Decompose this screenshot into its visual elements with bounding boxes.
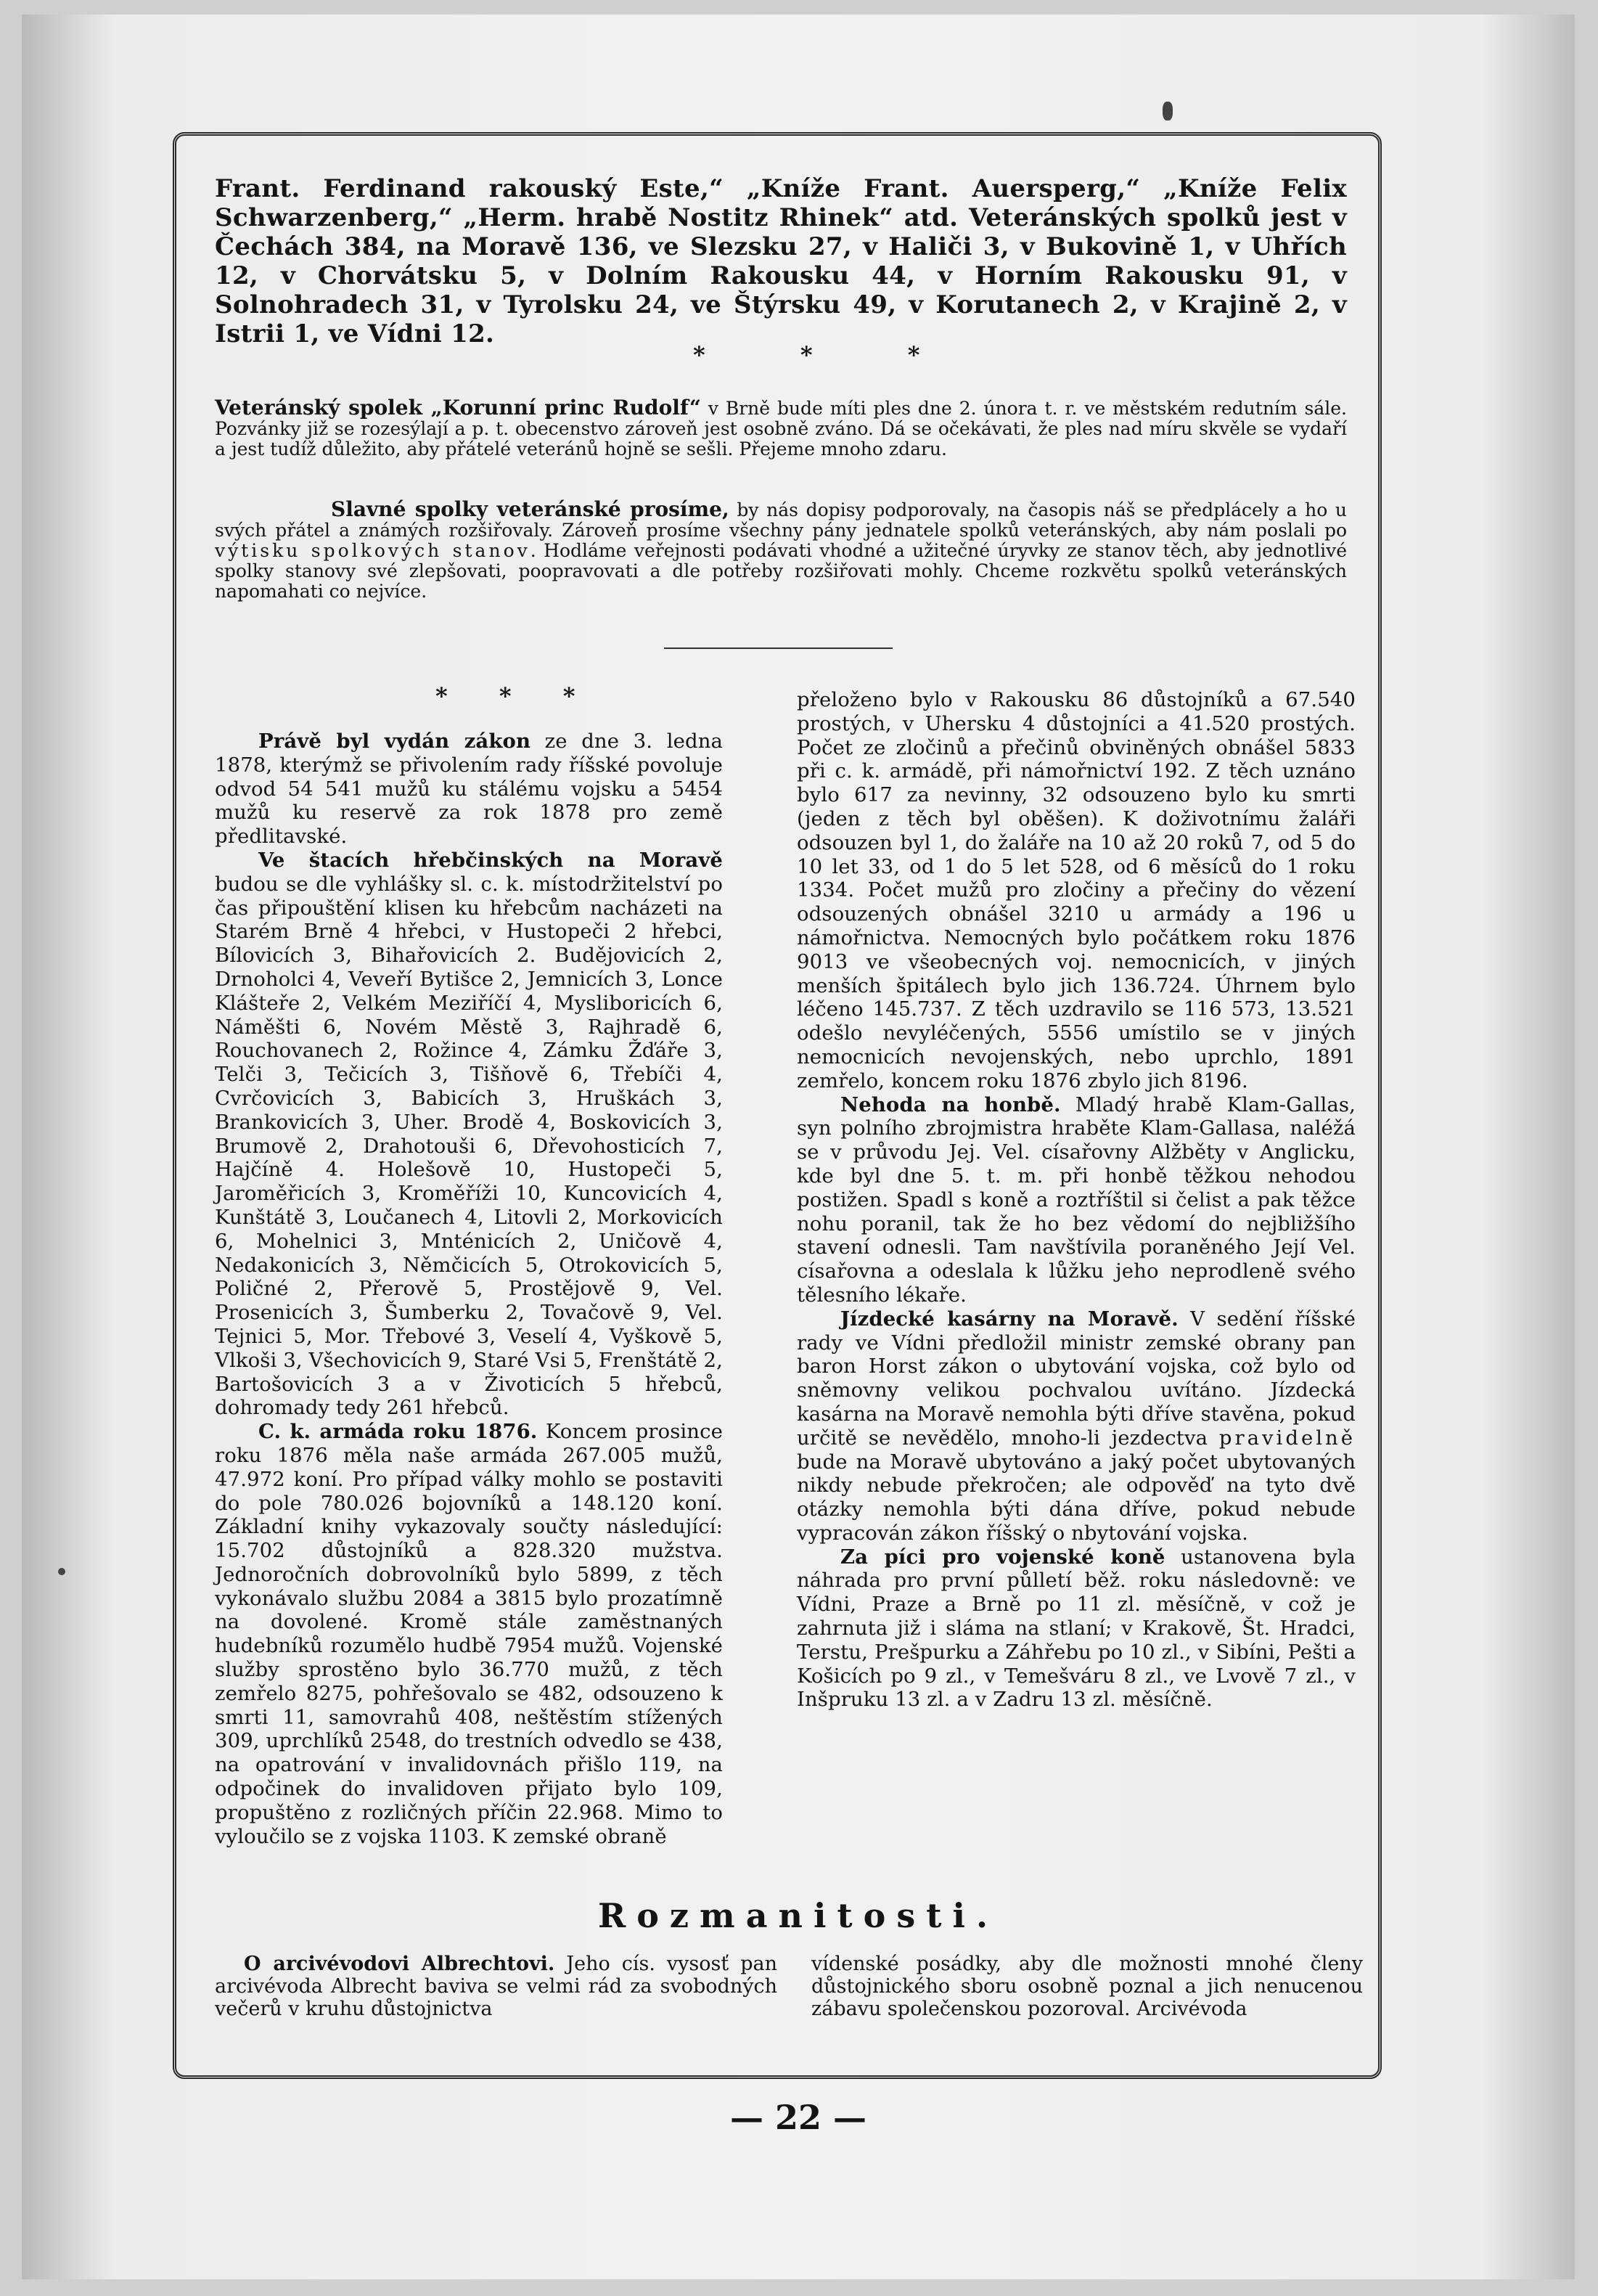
article-law-heading: Právě byl vydán zákon xyxy=(258,730,531,753)
right-column xyxy=(797,688,1356,1712)
article-stallions xyxy=(215,849,723,1420)
article-archduke-text: Jeho cís. vysosť pan arcivévoda Albrecht baviva se velmi rád za svobodných večerů v kruhu důstojnictva xyxy=(215,1953,777,2020)
page-number: — 22 — xyxy=(729,2098,867,2137)
article-archduke-right: vídenské posádky, aby dle možnosti mnohé členy důstojnického sboru osobně poznal a jich nenucenou zábavu společenskou pozoroval. Arcivévoda xyxy=(811,1953,1363,2020)
article-horse-fodder xyxy=(797,1545,1356,1712)
article-army-continued: přeloženo bylo v Rakousku 86 důstojníků a 67.540 prostých, v Uhersku 4 důstojníci a 41.520 prostých. Počet ze zločinů a přečinů obviněných obnášel 5833 při c. k. armádě, při námořnictví 192. Z těch uznáno bylo 617 za nevinny, 32 odsouzeno bylo ku smrti (jeden z těch byl oběšen). K doživotnímu žaláři odsouzen byl 1, do žaláře na 10 až 20 roků 7, od 5 do 10 let 33, od 1 do 5 let 528, od 6 měsíců do 1 roku 1334. Počet mužů pro zločiny a přečiny do vězení odsouzených obnášel 3210 u armády a 196 u námořnictva. Nemocných bylo počátkem roku 1876 9013 ve všeobecných voj. nemocnicích, v jiných menších špitálech bylo jich 136.724. Úhrnem bylo léčeno 145.737. Z těch uzdravilo se 116 573, 13.521 odešlo nevyléčených, 5556 umístilo se v jiných nemocnicích nevojenských, nebo uprchlo, 1891 zemřelo, koncem roku 1876 zbylo jich 8196. xyxy=(797,688,1356,1092)
veteran-societies-paragraph: Frant. Ferdinand rakouský Este,“ „Kníže Frant. Auersperg,“ „Kníže Felix Schwarzenberg,“ „Herm. hrabě Nostitz Rhinek“ atd. Veteránských spolků jest v Čechách 384, na Moravě 136, ve Slezsku 27, v Haliči 3, v Bukovině 1, v Uhřích 12, v Chorvátsku 5, v Dolním Rakousku 44, v Horním Rakousku 91, v Solnohradech 31, v Tyrolsku 24, ve Štýrsku 49, v Korutanech 2, v Krajině 2, v Istrii 1, ve Vídni 12. xyxy=(215,174,1347,348)
article-law xyxy=(215,730,723,849)
article-hunting-accident xyxy=(797,1093,1356,1307)
article-army-heading: C. k. armáda roku 1876. xyxy=(258,1420,538,1444)
article-barracks-text-b: bude na Moravě ubytováno a jaký počet ubytovaných nikdy nebude překročen; ale odpověď na tyto dvě otázky nemohla býti dána dříve, pokud nebude vypracován zákon říšský o nbytování vojska. xyxy=(797,1450,1356,1545)
article-army-text: Koncem prosince roku 1876 měla naše armáda 267.005 mužů, 47.972 koní. Pro případ války mohlo se postaviti do pole 780.026 bojovníků a 148.120 koní. Základní knihy vykazovaly součty následující: 15.702 důstojníků a 828.320 mužstva. Jednoročních dobrovolníků bylo 5899, z těch vykonávalo službu 2084 a 3815 bylo prozatímně na dovolené. Kromě stále zaměstnaných hudebníků rozumělo hudbě 7954 mužů. Vojenské služby sprostěno bylo 36.770 mužů, z těch zemřelo 8275, pohřešovalo se 482, odsouzeno k smrti 11, samovrahů 408, neštěstím stížených 309, uprchlíků 2548, do trestních odvedlo se 438, na opatrování v invalidovnách přišlo 119, na odpočinek do invalidoven přijato bylo 109, propuštěno z rozličných příčin 22.968. Mimo to vyloučilo se z vojska 1103. K zemské obraně xyxy=(215,1420,723,1848)
left-column-stars: * * * xyxy=(435,682,597,710)
article-hunting-text: Mladý hrabě Klam-Gallas, syn polního zbrojmistra hraběte Klam-Gallasa, naléžá se v průvodu Jej. Vel. císařovny Alžběty v Anglicku, kde byl dne 5. t. m. při honbě těžkou nehodou postižen. Spadl s koně a roztříštil si čelist a pak těžce nohu poranil, tak že ho bez vědomí do nejbližšího stavení odnesli. Tam navštívila poraněného Její Vel. císařovna a odeslala k lůžku jeho neprodleně svého tělesního lékaře. xyxy=(797,1092,1356,1307)
article-barracks-heading: Jízdecké kasárny na Moravě. xyxy=(840,1307,1179,1331)
left-column xyxy=(215,730,723,1848)
ink-blot xyxy=(1163,102,1173,120)
article-army-1876 xyxy=(215,1420,723,1848)
notice-appeal-heading: Slavné spolky veteránské prosíme, xyxy=(331,497,729,521)
article-archduke-left xyxy=(215,1953,777,2020)
separator-stars: * * * xyxy=(693,341,964,369)
notice-ball-text: v Brně bude míti ples dne 2. února t. r. ve městském redutním sále. Pozvánky již se rozesýlají a p. t. obecenstvo zároveň jest osobně zváno. Dá se očekávati, že ples nad míru skvěle se vydaří a jest tudíž důležito, aby přátelé veteránů hojně se sešli. Přejeme mnoho zdaru. xyxy=(215,398,1347,459)
notice-societies-appeal xyxy=(215,499,1347,602)
section-divider-rule xyxy=(664,647,893,649)
article-stallions-heading: Ve štacích hřebčinských na Moravě xyxy=(258,848,723,872)
article-barracks-spaced: pravidelně xyxy=(1218,1426,1356,1450)
article-fodder-heading: Za píci pro vojenské koně xyxy=(840,1545,1165,1569)
article-hunting-heading: Nehoda na honbě. xyxy=(840,1092,1061,1116)
ink-speck xyxy=(58,1568,65,1575)
article-stallions-text: budou se dle vyhlášky sl. c. k. místodržitelství po čas připouštění klisen ku hřebcům nacházeti na Starém Brně 4 hřebci, v Hustopeči 2 hřebci, Bílovicích 3, Bihařovicích 2. Budějovicích 2, Drnoholci 4, Veveří Bytišce 2, Jemnicích 3, Lonce Klášteře 2, Velkém Meziříčí 4, Mysliboricích 6, Náměšti 6, Novém Městě 3, Rajhradě 6, Rouchovanech 2, Rožince 4, Zámku Žďáře 3, Telči 3, Tečicích 3, Tišňově 6, Třebíči 4, Cvrčovicích 3, Babicích 3, Hruškách 3, Brankovicích 3, Uher. Brodě 4, Boskovicích 3, Brumově 2, Drahotouši 6, Dřevohosticích 7, Hajčíně 4. Holešově 10, Hustopeči 5, Jaroměřicích 3, Kroměříži 10, Kuncovicích 4, Kunštátě 3, Loučanech 4, Litovli 2, Morkovicích 6, Mohelnici 3, Mnténicích 2, Uničově 4, Nedakonicích 3, Němčicích 5, Otrokovicích 5, Poličné 2, Přerově 5, Prostějově 9, Vel. Prosenicích 3, Šumberku 2, Tovačově 9, Vel. Tejnici 5, Mor. Třebové 3, Veselí 4, Vyškově 5, Vlkoši 3, Všechovicích 9, Staré Vsi 5, Frenštátě 2, Bartošovicích 3 a v Životicích 5 hřebců, dohromady tedy 261 hřebců. xyxy=(215,872,723,1420)
article-cavalry-barracks xyxy=(797,1307,1356,1545)
notice-appeal-text-a: by nás dopisy podporovaly, na časopis náš se předplácely a ho u svých přátel a známých rozšiřovaly. Zároveň prosíme všechny pány jednatele spolků veteránských, aby nám poslali po xyxy=(215,499,1348,541)
article-archduke-heading: O arcivévodovi Albrechtovi. xyxy=(244,1953,555,1975)
notice-ball-heading: Veteránský spolek „Korunní princ Rudolf“ xyxy=(215,396,701,420)
article-barracks-text-a: V sedění říšské rady ve Vídni předložil ministr zemské obrany pan baron Horst zákon o ubytování vojska, což bylo od sněmovny velikou pochvalou uvítáno. Jízdecká kasárna na Moravě nemohla býti dříve stavěna, pokud určitě se nevědělo, mnoho-li jezdectva xyxy=(797,1307,1356,1450)
notice-appeal-text-b: . Hodláme veřejnosti podávati vhodné a užitečné úryvky ze stanov těch, aby jednotlivé spolky stanovy své zlepšovati, poopravovati a dle potřeby rozšiřovati mohly. Chceme rozkvětu spolků veteránských napomahati co nejvíce. xyxy=(215,540,1347,602)
article-fodder-text: ustanovena byla náhrada pro první půlletí běž. roku následovně: ve Vídni, Praze a Brně po 11 zl. měsíčně, v což je zahrnuta již i sláma na stlaní; v Krakově, Št. Hradci, Terstu, Prešpurku a Záhřebu po 10 zl., v Sibíni, Pešti a Košicích po 9 zl., v Temešváru 8 zl., ve Lvově 7 zl., v Inšpruku 13 zl. a v Zadru 13 zl. měsíčně. xyxy=(797,1545,1356,1712)
notice-appeal-spaced: výtisku spolkových stanov xyxy=(215,540,530,561)
section-title-miscellany: Rozmanitosti. xyxy=(598,1896,999,1935)
article-law-text: ze dne 3. ledna 1878, kterýmž se přivolením rady říšské povoluje odvod 54 541 mužů ku stálému vojsku a 5454 mužů ku reservě za rok 1878 pro země předlitavské. xyxy=(215,730,724,849)
notice-ball-brno xyxy=(215,398,1347,459)
